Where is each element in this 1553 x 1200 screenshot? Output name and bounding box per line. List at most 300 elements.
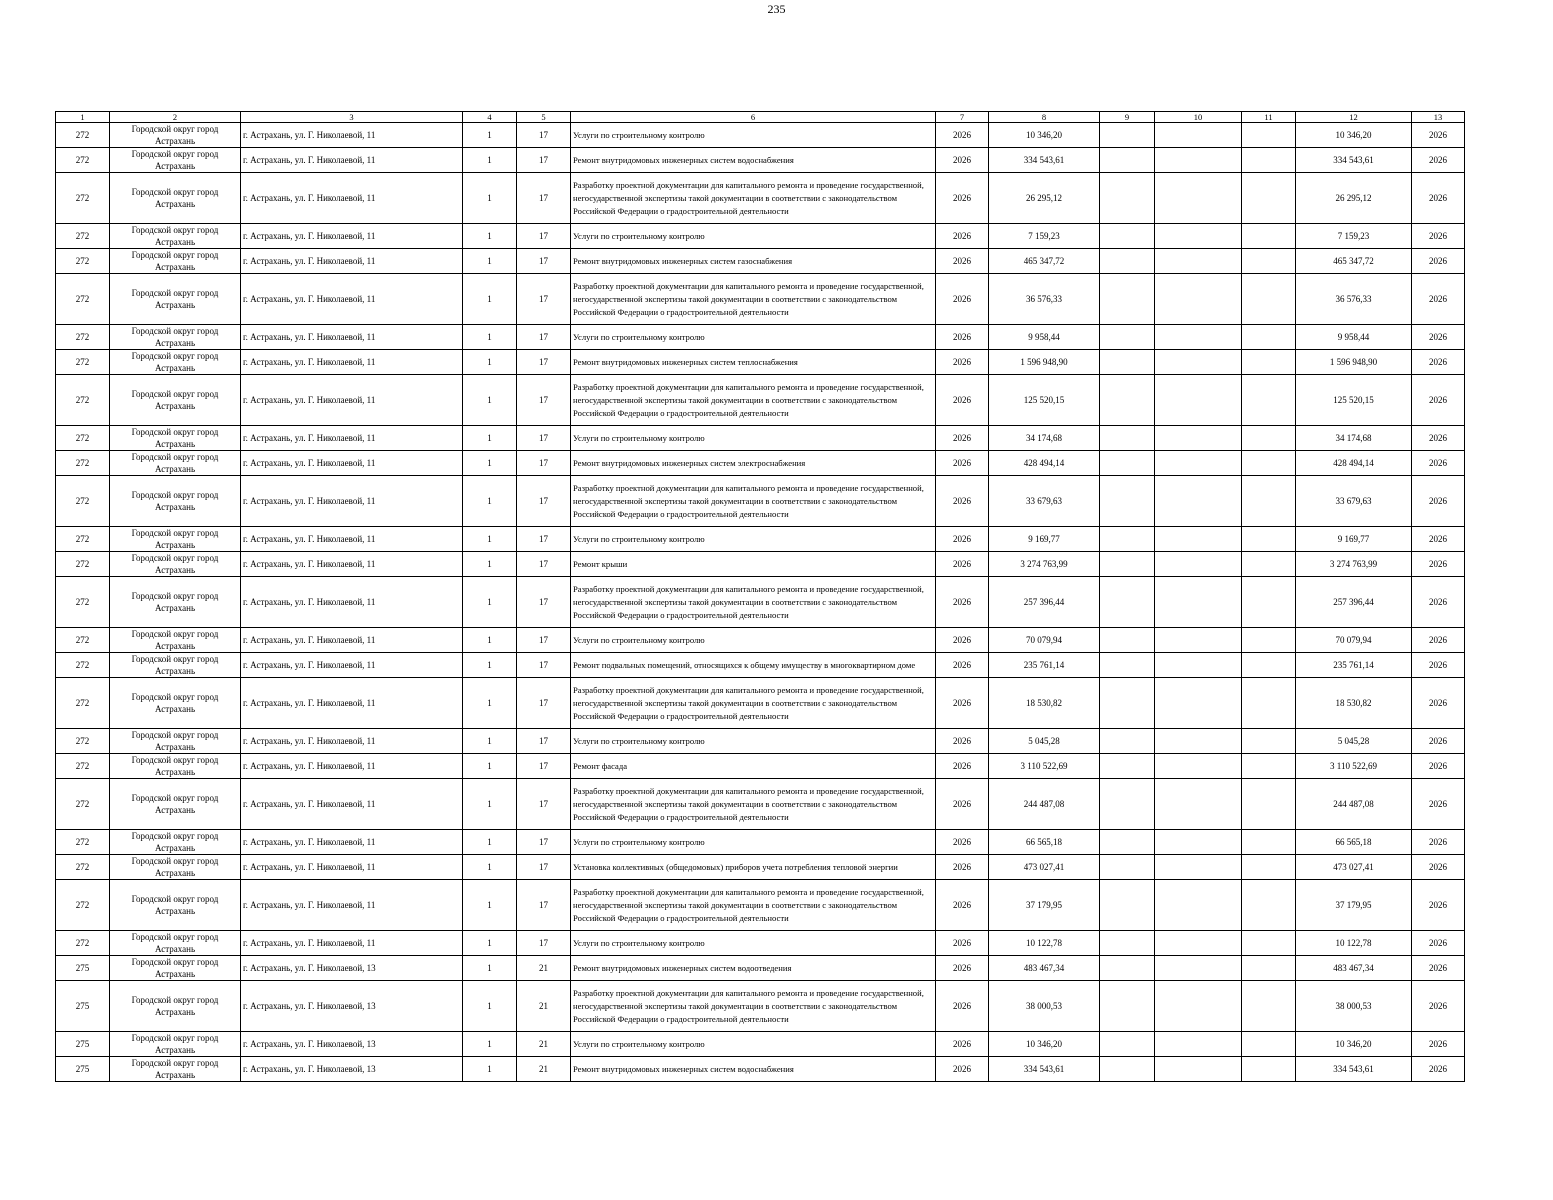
cost-cell: 10 346,20 (989, 1032, 1100, 1057)
record-number-cell: 272 (56, 375, 110, 426)
completion-year-cell: 2026 (1412, 249, 1465, 274)
col-4-value-cell: 1 (463, 956, 517, 981)
col-9-value-cell (1100, 274, 1155, 325)
table-row (56, 325, 1465, 350)
table-row (56, 1032, 1465, 1057)
col-4-value-cell: 1 (463, 375, 517, 426)
work-type-cell: Услуги по строительному контролю (571, 931, 936, 956)
col-10-value-cell (1155, 729, 1242, 754)
total-cost-cell: 38 000,53 (1296, 981, 1412, 1032)
municipality-cell: Городской округ город Астрахань (110, 552, 241, 577)
completion-year-cell: 2026 (1412, 729, 1465, 754)
col-9-value-cell (1100, 325, 1155, 350)
col-4-value-cell: 1 (463, 754, 517, 779)
cost-cell: 66 565,18 (989, 830, 1100, 855)
table-row (56, 350, 1465, 375)
year-cell: 2026 (936, 476, 989, 527)
year-cell: 2026 (936, 880, 989, 931)
address-cell: г. Астрахань, ул. Г. Николаевой, 11 (241, 375, 463, 426)
column-number-header: 13 (1412, 112, 1465, 123)
municipality-cell: Городской округ город Астрахань (110, 855, 241, 880)
total-cost-cell: 5 045,28 (1296, 729, 1412, 754)
col-5-value-cell: 17 (517, 375, 571, 426)
cost-cell: 334 543,61 (989, 148, 1100, 173)
col-9-value-cell (1100, 577, 1155, 628)
completion-year-cell: 2026 (1412, 325, 1465, 350)
record-number-cell: 272 (56, 779, 110, 830)
completion-year-cell: 2026 (1412, 552, 1465, 577)
year-cell: 2026 (936, 779, 989, 830)
col-5-value-cell: 17 (517, 350, 571, 375)
municipality-cell: Городской округ город Астрахань (110, 350, 241, 375)
col-4-value-cell: 1 (463, 476, 517, 527)
col-10-value-cell (1155, 956, 1242, 981)
col-10-value-cell (1155, 1057, 1242, 1082)
year-cell: 2026 (936, 173, 989, 224)
work-type-cell: Ремонт внутридомовых инженерных систем газоснабжения (571, 249, 936, 274)
cost-cell: 9 958,44 (989, 325, 1100, 350)
table-row (56, 173, 1465, 224)
cost-cell: 10 122,78 (989, 931, 1100, 956)
completion-year-cell: 2026 (1412, 577, 1465, 628)
col-10-value-cell (1155, 981, 1242, 1032)
table-row (56, 779, 1465, 830)
address-cell: г. Астрахань, ул. Г. Николаевой, 11 (241, 729, 463, 754)
municipality-cell: Городской округ город Астрахань (110, 527, 241, 552)
work-type-cell: Ремонт внутридомовых инженерных систем электроснабжения (571, 451, 936, 476)
municipality-cell: Городской округ город Астрахань (110, 224, 241, 249)
record-number-cell: 272 (56, 729, 110, 754)
col-4-value-cell: 1 (463, 249, 517, 274)
record-number-cell: 275 (56, 1057, 110, 1082)
col-4-value-cell: 1 (463, 653, 517, 678)
col-9-value-cell (1100, 628, 1155, 653)
completion-year-cell: 2026 (1412, 1032, 1465, 1057)
cost-cell: 36 576,33 (989, 274, 1100, 325)
municipality-cell: Городской округ город Астрахань (110, 577, 241, 628)
address-cell: г. Астрахань, ул. Г. Николаевой, 13 (241, 1032, 463, 1057)
completion-year-cell: 2026 (1412, 981, 1465, 1032)
total-cost-cell: 26 295,12 (1296, 173, 1412, 224)
work-type-cell: Разработку проектной документации для капитального ремонта и проведение государственной, негосударственной экспертизы такой документации в соответствии с законодательством Российской Федерации о градостроительной деятельности (571, 779, 936, 830)
cost-cell: 5 045,28 (989, 729, 1100, 754)
year-cell: 2026 (936, 628, 989, 653)
municipality-cell: Городской округ город Астрахань (110, 173, 241, 224)
record-number-cell: 272 (56, 628, 110, 653)
total-cost-cell: 10 122,78 (1296, 931, 1412, 956)
col-11-value-cell (1242, 931, 1296, 956)
col-4-value-cell: 1 (463, 527, 517, 552)
table-row (56, 956, 1465, 981)
work-type-cell: Установка коллективных (общедомовых) приборов учета потребления тепловой энергии (571, 855, 936, 880)
work-type-cell: Разработку проектной документации для капитального ремонта и проведение государственной, негосударственной экспертизы такой документации в соответствии с законодательством Российской Федерации о градостроительной деятельности (571, 880, 936, 931)
address-cell: г. Астрахань, ул. Г. Николаевой, 11 (241, 678, 463, 729)
work-type-cell: Услуги по строительному контролю (571, 830, 936, 855)
record-number-cell: 272 (56, 325, 110, 350)
col-4-value-cell: 1 (463, 1057, 517, 1082)
record-number-cell: 272 (56, 350, 110, 375)
col-5-value-cell: 21 (517, 1032, 571, 1057)
table-row (56, 880, 1465, 931)
col-9-value-cell (1100, 426, 1155, 451)
record-number-cell: 272 (56, 173, 110, 224)
completion-year-cell: 2026 (1412, 855, 1465, 880)
address-cell: г. Астрахань, ул. Г. Николаевой, 11 (241, 577, 463, 628)
column-number-header: 6 (571, 112, 936, 123)
col-4-value-cell: 1 (463, 552, 517, 577)
col-5-value-cell: 17 (517, 426, 571, 451)
municipality-cell: Городской округ город Астрахань (110, 476, 241, 527)
col-5-value-cell: 21 (517, 1057, 571, 1082)
total-cost-cell: 125 520,15 (1296, 375, 1412, 426)
year-cell: 2026 (936, 426, 989, 451)
record-number-cell: 272 (56, 451, 110, 476)
municipality-cell: Городской округ город Астрахань (110, 981, 241, 1032)
table-row (56, 855, 1465, 880)
work-type-cell: Разработку проектной документации для капитального ремонта и проведение государственной, негосударственной экспертизы такой документации в соответствии с законодательством Российской Федерации о градостроительной деятельности (571, 476, 936, 527)
year-cell: 2026 (936, 981, 989, 1032)
col-4-value-cell: 1 (463, 880, 517, 931)
col-9-value-cell (1100, 375, 1155, 426)
completion-year-cell: 2026 (1412, 678, 1465, 729)
column-number-header: 7 (936, 112, 989, 123)
work-type-cell: Разработку проектной документации для капитального ремонта и проведение государственной, негосударственной экспертизы такой документации в соответствии с законодательством Российской Федерации о градостроительной деятельности (571, 577, 936, 628)
total-cost-cell: 483 467,34 (1296, 956, 1412, 981)
total-cost-cell: 3 110 522,69 (1296, 754, 1412, 779)
record-number-cell: 272 (56, 653, 110, 678)
col-11-value-cell (1242, 956, 1296, 981)
table-row (56, 274, 1465, 325)
col-11-value-cell (1242, 779, 1296, 830)
table-row (56, 148, 1465, 173)
cost-cell: 18 530,82 (989, 678, 1100, 729)
municipality-cell: Городской округ город Астрахань (110, 375, 241, 426)
col-4-value-cell: 1 (463, 1032, 517, 1057)
col-5-value-cell: 17 (517, 729, 571, 754)
col-5-value-cell: 17 (517, 325, 571, 350)
table-row (56, 552, 1465, 577)
year-cell: 2026 (936, 653, 989, 678)
cost-cell: 70 079,94 (989, 628, 1100, 653)
col-10-value-cell (1155, 375, 1242, 426)
record-number-cell: 272 (56, 224, 110, 249)
cost-cell: 38 000,53 (989, 981, 1100, 1032)
completion-year-cell: 2026 (1412, 451, 1465, 476)
work-type-cell: Услуги по строительному контролю (571, 527, 936, 552)
municipality-cell: Городской округ город Астрахань (110, 880, 241, 931)
col-10-value-cell (1155, 173, 1242, 224)
total-cost-cell: 66 565,18 (1296, 830, 1412, 855)
col-4-value-cell: 1 (463, 350, 517, 375)
col-10-value-cell (1155, 350, 1242, 375)
total-cost-cell: 334 543,61 (1296, 148, 1412, 173)
col-10-value-cell (1155, 830, 1242, 855)
total-cost-cell: 1 596 948,90 (1296, 350, 1412, 375)
col-10-value-cell (1155, 249, 1242, 274)
col-10-value-cell (1155, 628, 1242, 653)
work-type-cell: Разработку проектной документации для капитального ремонта и проведение государственной, негосударственной экспертизы такой документации в соответствии с законодательством Российской Федерации о градостроительной деятельности (571, 981, 936, 1032)
record-number-cell: 272 (56, 855, 110, 880)
col-11-value-cell (1242, 678, 1296, 729)
col-5-value-cell: 17 (517, 653, 571, 678)
total-cost-cell: 10 346,20 (1296, 123, 1412, 148)
col-9-value-cell (1100, 855, 1155, 880)
col-4-value-cell: 1 (463, 577, 517, 628)
col-5-value-cell: 17 (517, 577, 571, 628)
col-11-value-cell (1242, 1032, 1296, 1057)
cost-cell: 235 761,14 (989, 653, 1100, 678)
col-10-value-cell (1155, 451, 1242, 476)
work-type-cell: Разработку проектной документации для капитального ремонта и проведение государственной, негосударственной экспертизы такой документации в соответствии с законодательством Российской Федерации о градостроительной деятельности (571, 274, 936, 325)
total-cost-cell: 257 396,44 (1296, 577, 1412, 628)
address-cell: г. Астрахань, ул. Г. Николаевой, 11 (241, 350, 463, 375)
address-cell: г. Астрахань, ул. Г. Николаевой, 11 (241, 325, 463, 350)
table-row (56, 830, 1465, 855)
municipality-cell: Городской округ город Астрахань (110, 729, 241, 754)
completion-year-cell: 2026 (1412, 274, 1465, 325)
total-cost-cell: 334 543,61 (1296, 1057, 1412, 1082)
column-number-row (56, 112, 1465, 123)
col-4-value-cell: 1 (463, 779, 517, 830)
municipality-cell: Городской округ город Астрахань (110, 148, 241, 173)
year-cell: 2026 (936, 1057, 989, 1082)
col-11-value-cell (1242, 1057, 1296, 1082)
record-number-cell: 272 (56, 476, 110, 527)
col-10-value-cell (1155, 224, 1242, 249)
capital-repair-table (55, 111, 1465, 1082)
municipality-cell: Городской округ город Астрахань (110, 1057, 241, 1082)
record-number-cell: 272 (56, 274, 110, 325)
col-4-value-cell: 1 (463, 981, 517, 1032)
col-5-value-cell: 17 (517, 476, 571, 527)
col-5-value-cell: 21 (517, 981, 571, 1032)
work-type-cell: Ремонт внутридомовых инженерных систем водоснабжения (571, 1057, 936, 1082)
col-4-value-cell: 1 (463, 148, 517, 173)
completion-year-cell: 2026 (1412, 173, 1465, 224)
cost-cell: 34 174,68 (989, 426, 1100, 451)
record-number-cell: 272 (56, 123, 110, 148)
cost-cell: 33 679,63 (989, 476, 1100, 527)
record-number-cell: 272 (56, 678, 110, 729)
address-cell: г. Астрахань, ул. Г. Николаевой, 11 (241, 249, 463, 274)
col-5-value-cell: 17 (517, 123, 571, 148)
column-number-header: 4 (463, 112, 517, 123)
col-11-value-cell (1242, 552, 1296, 577)
work-type-cell: Ремонт фасада (571, 754, 936, 779)
col-11-value-cell (1242, 527, 1296, 552)
table-row (56, 729, 1465, 754)
col-9-value-cell (1100, 476, 1155, 527)
completion-year-cell: 2026 (1412, 956, 1465, 981)
total-cost-cell: 9 169,77 (1296, 527, 1412, 552)
table-row (56, 224, 1465, 249)
col-5-value-cell: 17 (517, 931, 571, 956)
col-4-value-cell: 1 (463, 451, 517, 476)
table-row (56, 754, 1465, 779)
col-11-value-cell (1242, 123, 1296, 148)
total-cost-cell: 33 679,63 (1296, 476, 1412, 527)
column-number-header: 11 (1242, 112, 1296, 123)
year-cell: 2026 (936, 754, 989, 779)
col-11-value-cell (1242, 628, 1296, 653)
column-number-header: 1 (56, 112, 110, 123)
work-type-cell: Ремонт крыши (571, 552, 936, 577)
column-number-header: 12 (1296, 112, 1412, 123)
address-cell: г. Астрахань, ул. Г. Николаевой, 11 (241, 653, 463, 678)
cost-cell: 26 295,12 (989, 173, 1100, 224)
address-cell: г. Астрахань, ул. Г. Николаевой, 11 (241, 830, 463, 855)
col-4-value-cell: 1 (463, 628, 517, 653)
cost-cell: 257 396,44 (989, 577, 1100, 628)
col-5-value-cell: 17 (517, 678, 571, 729)
table-row (56, 577, 1465, 628)
table-row (56, 981, 1465, 1032)
work-type-cell: Услуги по строительному контролю (571, 426, 936, 451)
col-9-value-cell (1100, 249, 1155, 274)
col-11-value-cell (1242, 426, 1296, 451)
municipality-cell: Городской округ город Астрахань (110, 956, 241, 981)
address-cell: г. Астрахань, ул. Г. Николаевой, 11 (241, 426, 463, 451)
table-row (56, 426, 1465, 451)
address-cell: г. Астрахань, ул. Г. Николаевой, 11 (241, 451, 463, 476)
year-cell: 2026 (936, 830, 989, 855)
record-number-cell: 272 (56, 577, 110, 628)
col-5-value-cell: 17 (517, 628, 571, 653)
col-10-value-cell (1155, 148, 1242, 173)
municipality-cell: Городской округ город Астрахань (110, 653, 241, 678)
year-cell: 2026 (936, 855, 989, 880)
completion-year-cell: 2026 (1412, 123, 1465, 148)
col-9-value-cell (1100, 981, 1155, 1032)
year-cell: 2026 (936, 274, 989, 325)
cost-cell: 3 274 763,99 (989, 552, 1100, 577)
address-cell: г. Астрахань, ул. Г. Николаевой, 13 (241, 981, 463, 1032)
col-4-value-cell: 1 (463, 274, 517, 325)
col-5-value-cell: 17 (517, 754, 571, 779)
col-10-value-cell (1155, 123, 1242, 148)
col-5-value-cell: 17 (517, 173, 571, 224)
completion-year-cell: 2026 (1412, 375, 1465, 426)
municipality-cell: Городской округ город Астрахань (110, 274, 241, 325)
col-4-value-cell: 1 (463, 931, 517, 956)
table-row (56, 249, 1465, 274)
municipality-cell: Городской округ город Астрахань (110, 249, 241, 274)
col-4-value-cell: 1 (463, 830, 517, 855)
col-10-value-cell (1155, 1032, 1242, 1057)
work-type-cell: Услуги по строительному контролю (571, 123, 936, 148)
year-cell: 2026 (936, 123, 989, 148)
col-9-value-cell (1100, 830, 1155, 855)
work-type-cell: Услуги по строительному контролю (571, 224, 936, 249)
table-row (56, 451, 1465, 476)
year-cell: 2026 (936, 577, 989, 628)
cost-cell: 9 169,77 (989, 527, 1100, 552)
work-type-cell: Разработку проектной документации для капитального ремонта и проведение государственной, негосударственной экспертизы такой документации в соответствии с законодательством Российской Федерации о градостроительной деятельности (571, 678, 936, 729)
completion-year-cell: 2026 (1412, 830, 1465, 855)
total-cost-cell: 18 530,82 (1296, 678, 1412, 729)
cost-cell: 244 487,08 (989, 779, 1100, 830)
address-cell: г. Астрахань, ул. Г. Николаевой, 11 (241, 476, 463, 527)
cost-cell: 7 159,23 (989, 224, 1100, 249)
col-5-value-cell: 17 (517, 148, 571, 173)
completion-year-cell: 2026 (1412, 224, 1465, 249)
total-cost-cell: 36 576,33 (1296, 274, 1412, 325)
total-cost-cell: 7 159,23 (1296, 224, 1412, 249)
year-cell: 2026 (936, 325, 989, 350)
col-11-value-cell (1242, 476, 1296, 527)
address-cell: г. Астрахань, ул. Г. Николаевой, 11 (241, 148, 463, 173)
municipality-cell: Городской округ город Астрахань (110, 325, 241, 350)
municipality-cell: Городской округ город Астрахань (110, 628, 241, 653)
total-cost-cell: 428 494,14 (1296, 451, 1412, 476)
table-row (56, 476, 1465, 527)
col-11-value-cell (1242, 325, 1296, 350)
col-11-value-cell (1242, 173, 1296, 224)
table-row (56, 653, 1465, 678)
record-number-cell: 272 (56, 830, 110, 855)
col-11-value-cell (1242, 249, 1296, 274)
col-9-value-cell (1100, 123, 1155, 148)
total-cost-cell: 70 079,94 (1296, 628, 1412, 653)
col-9-value-cell (1100, 779, 1155, 830)
municipality-cell: Городской округ город Астрахань (110, 754, 241, 779)
col-10-value-cell (1155, 577, 1242, 628)
record-number-cell: 272 (56, 552, 110, 577)
address-cell: г. Астрахань, ул. Г. Николаевой, 11 (241, 779, 463, 830)
address-cell: г. Астрахань, ул. Г. Николаевой, 11 (241, 552, 463, 577)
total-cost-cell: 34 174,68 (1296, 426, 1412, 451)
col-9-value-cell (1100, 729, 1155, 754)
cost-cell: 3 110 522,69 (989, 754, 1100, 779)
column-number-header: 10 (1155, 112, 1242, 123)
total-cost-cell: 3 274 763,99 (1296, 552, 1412, 577)
col-9-value-cell (1100, 148, 1155, 173)
col-11-value-cell (1242, 855, 1296, 880)
municipality-cell: Городской округ город Астрахань (110, 678, 241, 729)
completion-year-cell: 2026 (1412, 880, 1465, 931)
work-type-cell: Услуги по строительному контролю (571, 628, 936, 653)
address-cell: г. Астрахань, ул. Г. Николаевой, 11 (241, 527, 463, 552)
year-cell: 2026 (936, 350, 989, 375)
col-9-value-cell (1100, 173, 1155, 224)
record-number-cell: 275 (56, 1032, 110, 1057)
col-10-value-cell (1155, 274, 1242, 325)
year-cell: 2026 (936, 224, 989, 249)
column-number-header: 9 (1100, 112, 1155, 123)
record-number-cell: 272 (56, 880, 110, 931)
total-cost-cell: 235 761,14 (1296, 653, 1412, 678)
col-9-value-cell (1100, 552, 1155, 577)
col-9-value-cell (1100, 754, 1155, 779)
col-5-value-cell: 17 (517, 855, 571, 880)
completion-year-cell: 2026 (1412, 754, 1465, 779)
work-type-cell: Услуги по строительному контролю (571, 325, 936, 350)
completion-year-cell: 2026 (1412, 527, 1465, 552)
col-9-value-cell (1100, 451, 1155, 476)
completion-year-cell: 2026 (1412, 476, 1465, 527)
cost-cell: 465 347,72 (989, 249, 1100, 274)
total-cost-cell: 37 179,95 (1296, 880, 1412, 931)
col-9-value-cell (1100, 224, 1155, 249)
col-9-value-cell (1100, 1057, 1155, 1082)
cost-cell: 334 543,61 (989, 1057, 1100, 1082)
address-cell: г. Астрахань, ул. Г. Николаевой, 11 (241, 173, 463, 224)
completion-year-cell: 2026 (1412, 148, 1465, 173)
col-11-value-cell (1242, 224, 1296, 249)
record-number-cell: 272 (56, 148, 110, 173)
work-type-cell: Ремонт подвальных помещений, относящихся к общему имуществу в многоквартирном доме (571, 653, 936, 678)
column-number-header: 5 (517, 112, 571, 123)
